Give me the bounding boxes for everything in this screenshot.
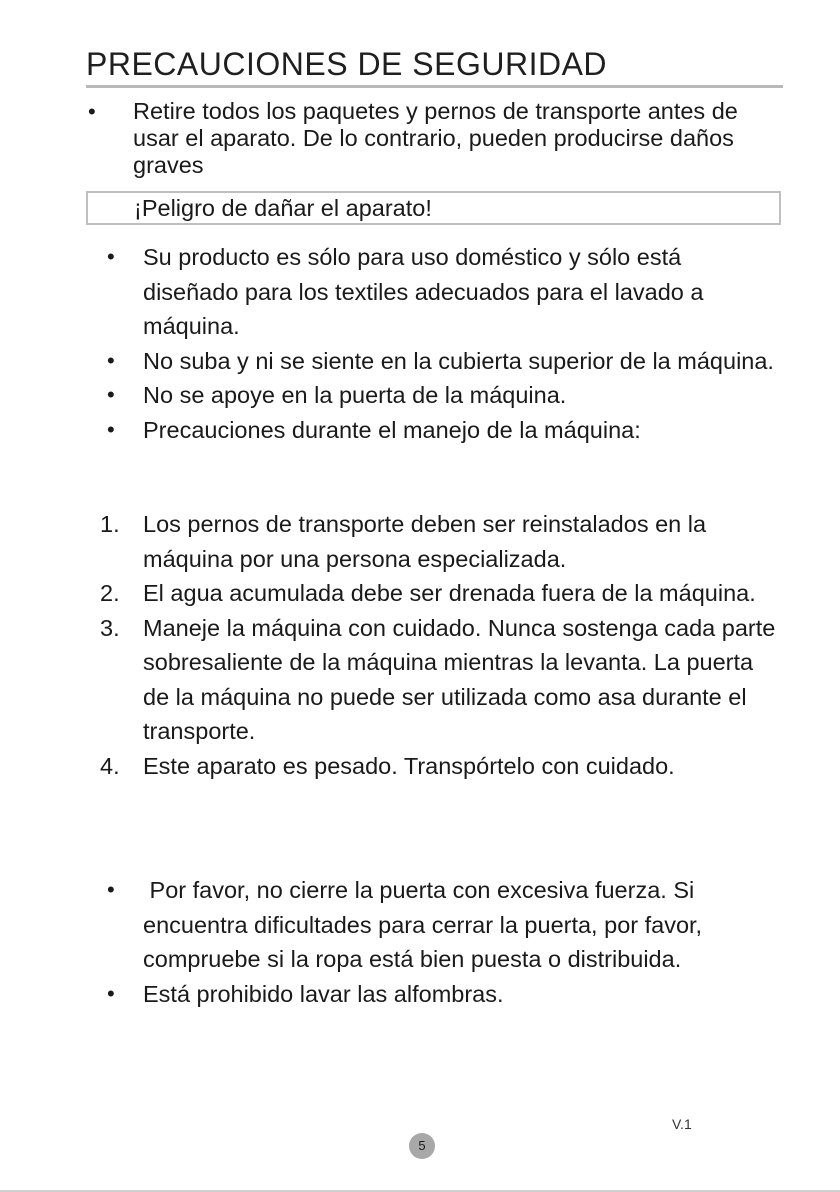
intro-bullet-text: Retire todos los paquetes y pernos de transporte antes de usar el aparato. De lo contrario, pueden producirse daños graves: [133, 98, 738, 178]
bullet-marker: •: [107, 244, 115, 269]
list-item-text: Maneje la máquina con cuidado. Nunca sostenga cada parte sobresaliente de la máquina mientras la levanta. La puerta de la máquina no puede ser utilizada como asa durante el transporte.: [143, 614, 776, 744]
number-marker: 2.: [100, 580, 120, 606]
list-item: [100, 977, 780, 1012]
bullet-marker: •: [88, 99, 96, 124]
version-label: V.1: [672, 1116, 692, 1132]
list-item-text: No se apoye en la puerta de la máquina.: [143, 382, 567, 408]
page-number-badge: 5: [409, 1133, 435, 1159]
door-carpet-bullet-list: [100, 873, 780, 1011]
bullet-marker: •: [107, 877, 115, 902]
list-item-text: Precauciones durante el manejo de la máquina:: [143, 416, 641, 443]
page-title: PRECAUCIONES DE SEGURIDAD: [86, 46, 608, 82]
list-item: [100, 413, 780, 448]
bullet-marker: •: [107, 347, 115, 373]
bullet-marker: •: [107, 980, 115, 1006]
list-item-text: Está prohibido lavar las alfombras.: [143, 980, 504, 1007]
bullet-marker: •: [107, 416, 115, 442]
list-item-text: No suba y ni se siente en la cubierta superior de la máquina.: [143, 347, 774, 374]
warning-text: ¡Peligro de dañar el aparato!: [134, 195, 432, 221]
number-marker: 3.: [100, 614, 120, 641]
list-item: [100, 507, 780, 576]
list-item: [100, 576, 780, 611]
list-item-text: Los pernos de transporte deben ser reinstalados en la máquina por una persona especializada.: [143, 511, 707, 572]
list-item: [100, 611, 780, 749]
list-item-text: Este aparato es pesado. Transpórtelo con cuidado.: [143, 752, 675, 779]
warning-box: [86, 191, 781, 225]
list-item-text: Su producto es sólo para uso doméstico y sólo está diseñado para los textiles adecuados para el lavado a máquina.: [143, 244, 704, 339]
list-item-text: El agua acumulada debe ser drenada fuera de la máquina.: [143, 580, 756, 606]
number-marker: 4.: [100, 752, 120, 779]
bullet-marker: •: [107, 382, 115, 407]
list-item-text: Por favor, no cierre la puerta con excesiva fuerza. Si encuentra dificultades para cerrar la puerta, por favor, compruebe si la ropa está bien puesta o distribuida.: [143, 877, 709, 972]
list-item: [100, 873, 780, 977]
list-item: [100, 240, 780, 344]
list-item: [100, 378, 780, 413]
safety-bullet-list: [100, 240, 780, 447]
handling-numbered-list: [100, 507, 780, 783]
list-item: [100, 344, 780, 379]
title-underline: [86, 85, 783, 88]
number-marker: 1.: [100, 511, 120, 537]
list-item: [100, 749, 780, 784]
